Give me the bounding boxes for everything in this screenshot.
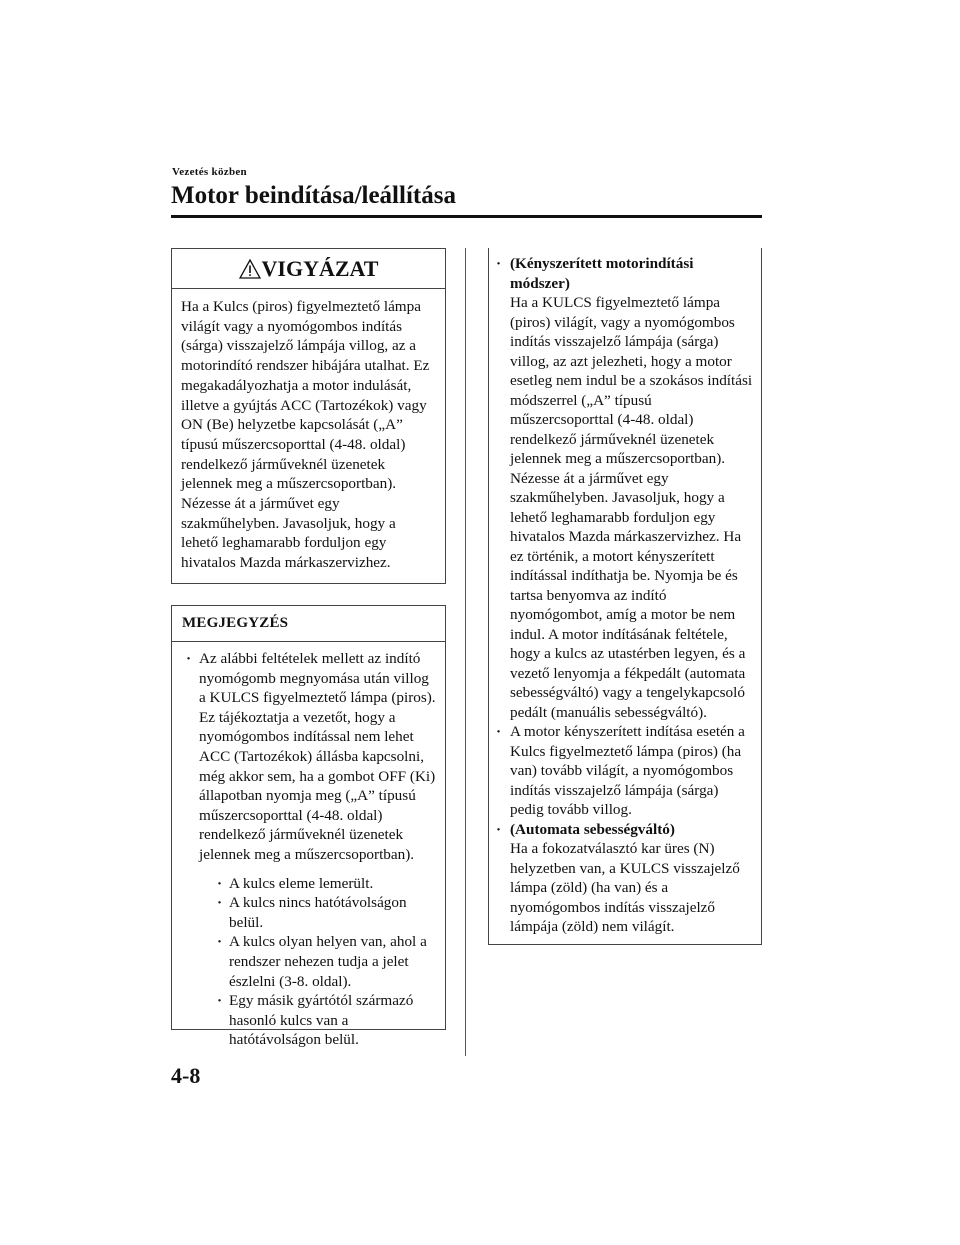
caution-heading: VIGYÁZAT	[261, 255, 379, 281]
item-heading: (Automata sebességváltó)	[510, 820, 675, 838]
note-sublist	[199, 874, 437, 1050]
column-divider	[465, 248, 466, 1056]
warning-triangle-icon	[239, 259, 261, 279]
list-item	[491, 722, 755, 820]
bullet: ·	[186, 650, 192, 667]
caution-box	[171, 248, 446, 584]
note-header: MEGJEGYZÉS	[172, 606, 445, 642]
bullet: ·	[217, 894, 223, 912]
title-rule	[171, 215, 762, 218]
list-item	[217, 932, 437, 991]
list-item	[217, 991, 437, 1050]
item-text: A motor kényszerített indítása esetén a Kulcs figyelmeztető lámpa (piros) (ha van) tovább világít, a nyomógombos indítás visszajelző lámpája (sárga) pedig tovább villog.	[510, 723, 745, 818]
subitem-text: A kulcs eleme lemerült.	[229, 874, 374, 892]
note-continuation-box	[488, 248, 762, 945]
list-item	[217, 893, 437, 932]
item-text: Ha a KULCS figyelmeztető lámpa (piros) világít, vagy a nyomógombos indítás visszajelző lámpája (sárga) villog, az azt jelezheti, hogy a motor esetleg nem indul be a szokásos indítási módszerrel („A” típusú műszercsoporttal (4-48. oldal) rendelkező járműveknél üzenetek jelennek meg a műszercsoportban). Nézesse át a járművet egy szakműhelyben. Javasoljuk, hogy a lehető leghamarabb forduljon egy hivatalos Mazda márkaszervizhez. Ha ez történik, a motort kényszerített indítással indíthatja be. Nyomja be és tartsa benyomva az indító nyomógombot, amíg a motor be nem indul. A motor indításának feltétele, hogy a kulcs az utastérben legyen, és a vezető lenyomja a fékpedált (automata sebességváltó) vagy a tengelykapcsoló pedált (manuális sebességváltó).	[510, 294, 753, 721]
caution-header	[172, 249, 445, 289]
page-number: 4-8	[171, 1063, 201, 1088]
subitem-text: Egy másik gyártótól származó hasonló kulcs van a hatótávolságon belül.	[229, 992, 414, 1049]
note-box	[171, 605, 446, 1049]
note-list	[172, 642, 445, 1050]
page-title: Motor beindítása/leállítása	[171, 182, 456, 209]
list-item	[491, 254, 755, 722]
bullet: ·	[217, 874, 223, 892]
item-text: Ha a fokozatválasztó kar üres (N) helyzetben van, a KULCS visszajelző lámpa (zöld) (ha van) és a nyomógombos indítás visszajelző lámpája (zöld) nem világít.	[510, 840, 740, 935]
subitem-text: A kulcs olyan helyen van, ahol a rendszer nehezen tudja a jelet észlelni (3-8. oldal).	[229, 933, 427, 990]
bullet: ·	[496, 820, 502, 838]
right-list	[489, 248, 761, 937]
section-label: Vezetés közben	[172, 166, 247, 178]
caution-text: Ha a Kulcs (piros) figyelmeztető lámpa világít vagy a nyomógombos indítás (sárga) visszajelző lámpája villog, az a motorindító rendszer hibájára utalhat. Ez megakadályozhatja a motor indulását, illetve a gyújtás ACC (Tartozékok) vagy ON (Be) helyzetbe kapcsolását („A” típusú műszercsoporttal (4-48. oldal) rendelkező járműveknél üzenetek jelennek meg a műszercsoportban). Nézesse át a járművet egy szakműhelyben. Javasoljuk, hogy a lehető leghamarabb forduljon egy hivatalos Mazda márkaszervizhez.	[181, 298, 430, 572]
list-item	[491, 820, 755, 937]
subitem-text: A kulcs nincs hatótávolságon belül.	[229, 894, 407, 931]
list-item	[181, 649, 437, 1050]
caution-body	[172, 289, 445, 573]
bullet: ·	[217, 933, 223, 951]
bullet: ·	[496, 723, 502, 740]
item-heading: (Kényszerített motorindítási módszer)	[510, 255, 694, 292]
bullet: ·	[496, 255, 502, 272]
bullet: ·	[217, 992, 223, 1010]
note-item-text: Az alábbi feltételek mellett az indító nyomógomb megnyomása után villog a KULCS figyelmeztető lámpa (piros). Ez tájékoztatja a vezetőt, hogy a nyomógombos indítással nem lehet ACC (Tartozékok) állásba kapcsolni, még akkor sem, ha a gombot OFF (Ki) állapotban nyomja meg („A” típusú műszercsoporttal (4-48. oldal) rendelkező járműveknél üzenetek jelennek meg a műszercsoportban).	[199, 650, 436, 863]
list-item	[217, 874, 437, 894]
